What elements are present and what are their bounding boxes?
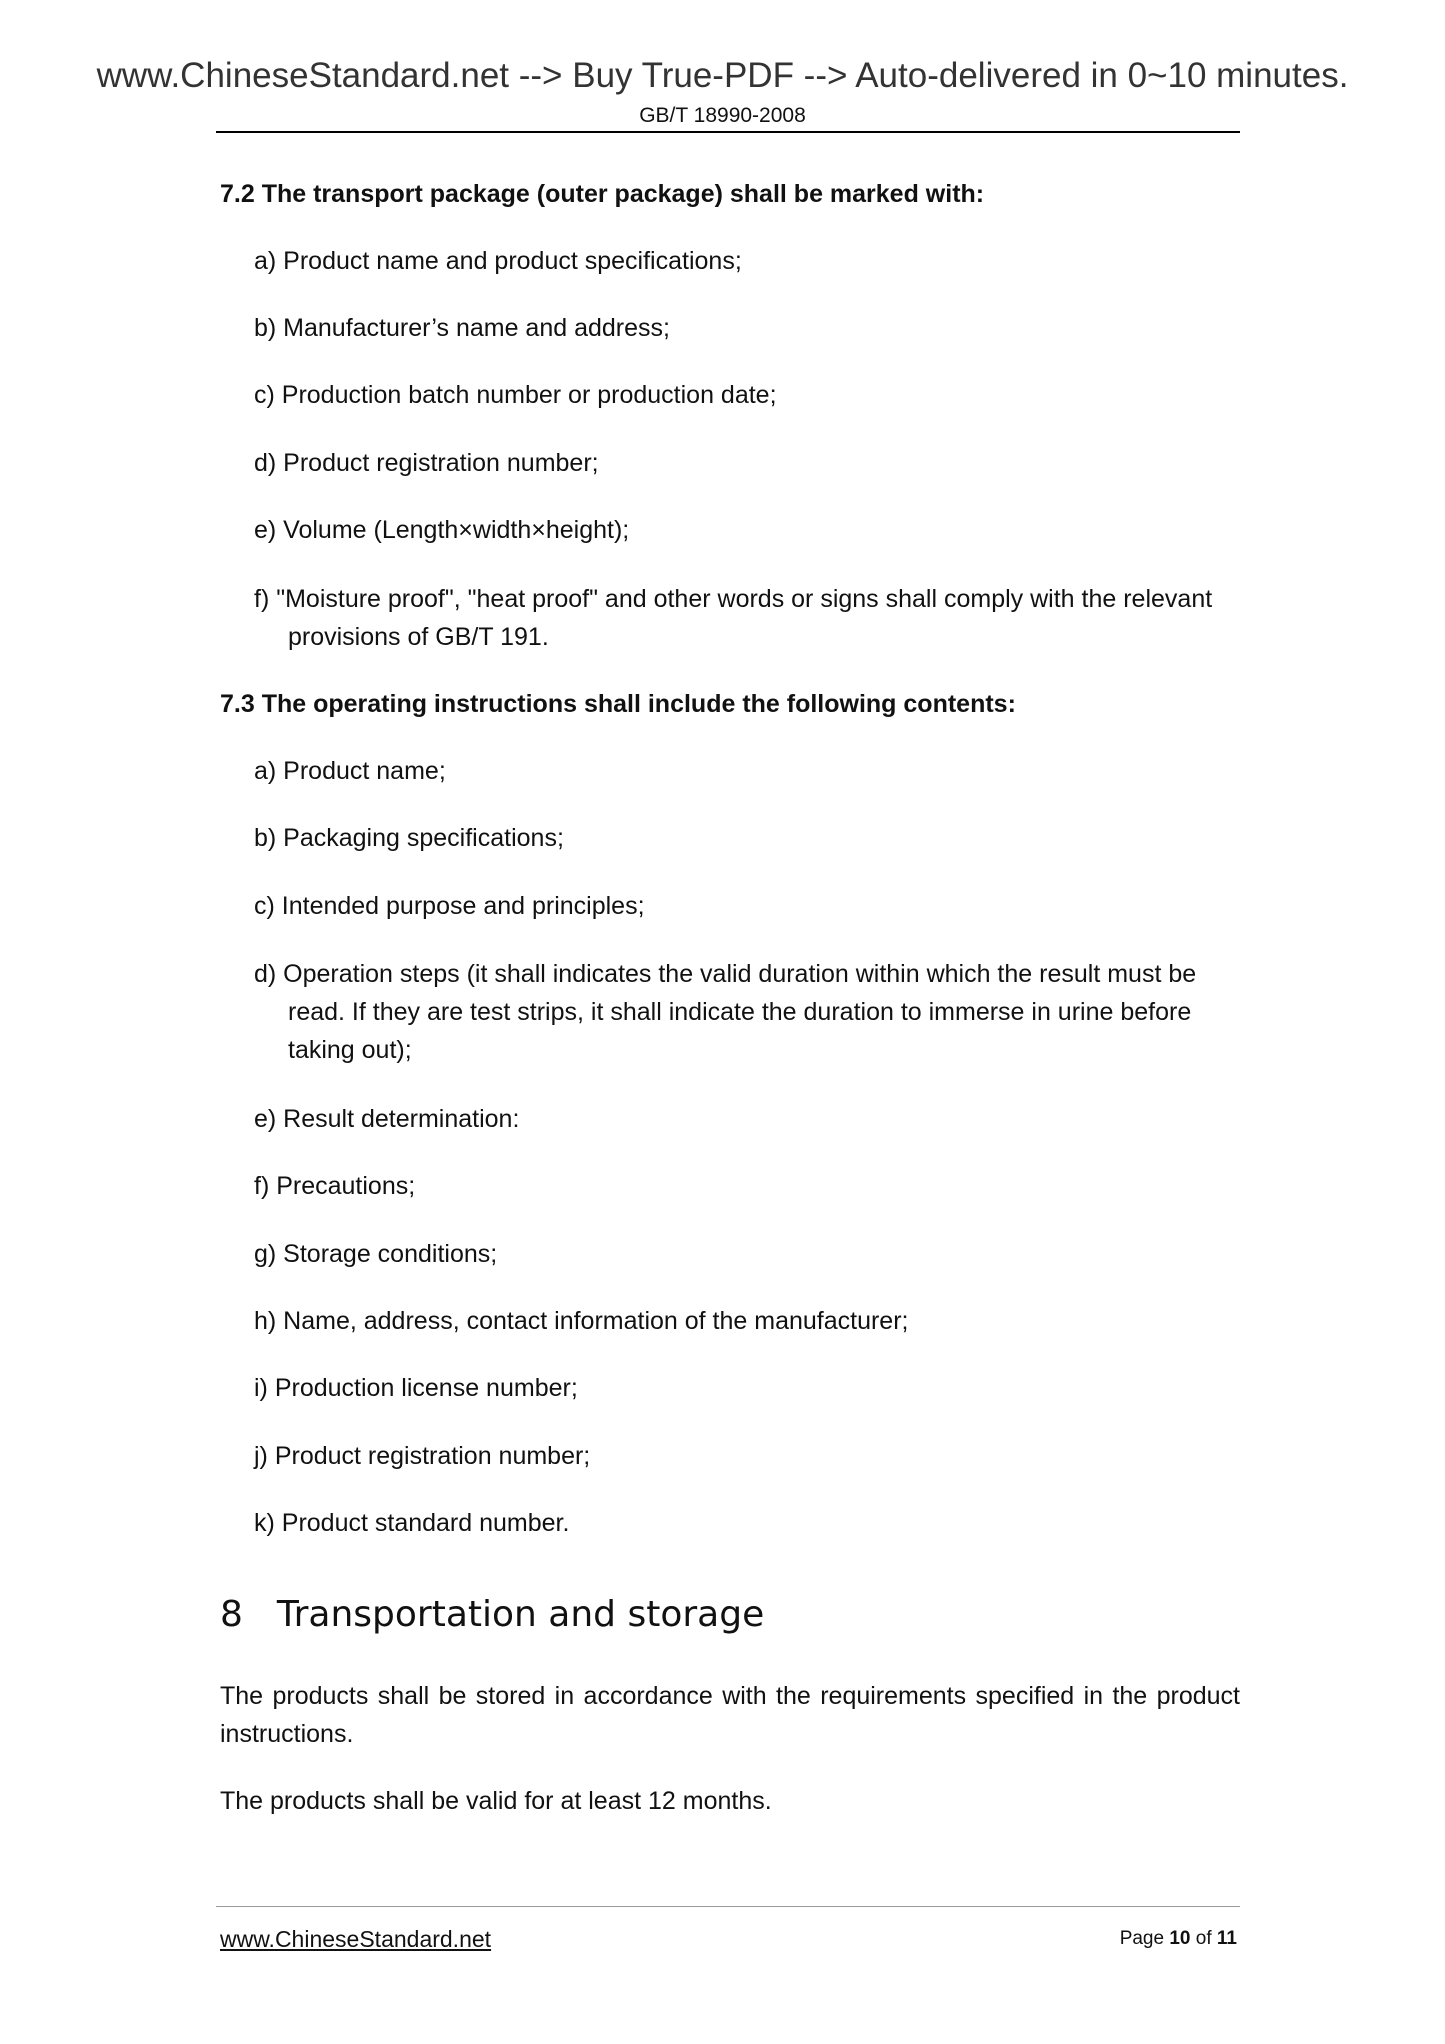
list-item-line: provisions of GB/T 191. — [288, 623, 549, 651]
list-item-line: read. If they are test strips, it shall indicate the duration to immerse in urine before — [288, 998, 1192, 1026]
list-item-line: d) Operation steps (it shall indicates the valid duration within which the result must be — [254, 960, 1197, 988]
list-item: a) Product name and product specifications; — [254, 247, 742, 275]
page-total: 11 — [1216, 1928, 1237, 1949]
chapter-title-text: Transportation and storage — [276, 1594, 765, 1635]
page-of: of — [1195, 1928, 1212, 1949]
list-item: e) Result determination: — [254, 1105, 520, 1133]
list-item: f) Precautions; — [254, 1172, 416, 1200]
chapter-number: 8 — [220, 1594, 243, 1635]
page-number — [1120, 1928, 1237, 1950]
list-item: g) Storage conditions; — [254, 1240, 498, 1268]
chapter-8-title — [220, 1594, 764, 1635]
list-item: h) Name, address, contact information of the manufacturer; — [254, 1307, 909, 1335]
list-item-line: taking out); — [288, 1036, 412, 1064]
list-item — [254, 955, 1240, 1069]
list-item: i) Production license number; — [254, 1374, 578, 1402]
list-item: c) Intended purpose and principles; — [254, 892, 645, 920]
section-7-3-heading: 7.3 The operating instructions shall include the following contents: — [220, 690, 1016, 718]
list-item — [254, 580, 1240, 656]
header-banner: www.ChineseStandard.net --> Buy True-PDF --> Auto-delivered in 0~10 minutes. — [96, 56, 1349, 95]
header-divider — [216, 131, 1240, 133]
list-item: k) Product standard number. — [254, 1509, 570, 1537]
paragraph: The products shall be valid for at least 12 months. — [220, 1787, 772, 1815]
footer-divider — [216, 1906, 1240, 1907]
list-item: e) Volume (Length×width×height); — [254, 516, 630, 544]
paragraph: The products shall be stored in accordance with the requirements specified in the product instructions. — [220, 1682, 1240, 1748]
list-item: j) Product registration number; — [254, 1442, 591, 1470]
list-item: b) Packaging specifications; — [254, 824, 564, 852]
standard-code: GB/T 18990-2008 — [639, 104, 806, 127]
list-item-line: f) "Moisture proof", "heat proof" and other words or signs shall comply with the relevant — [254, 585, 1213, 613]
list-item: a) Product name; — [254, 757, 446, 785]
page-label: Page — [1119, 1928, 1165, 1949]
list-item: d) Product registration number; — [254, 449, 599, 477]
footer-website-link[interactable]: www.ChineseStandard.net — [220, 1926, 492, 1952]
page-current: 10 — [1169, 1928, 1191, 1949]
list-item: c) Production batch number or production date; — [254, 381, 777, 409]
list-item: b) Manufacturer’s name and address; — [254, 314, 670, 342]
section-7-2-heading: 7.2 The transport package (outer package) shall be marked with: — [220, 180, 985, 208]
